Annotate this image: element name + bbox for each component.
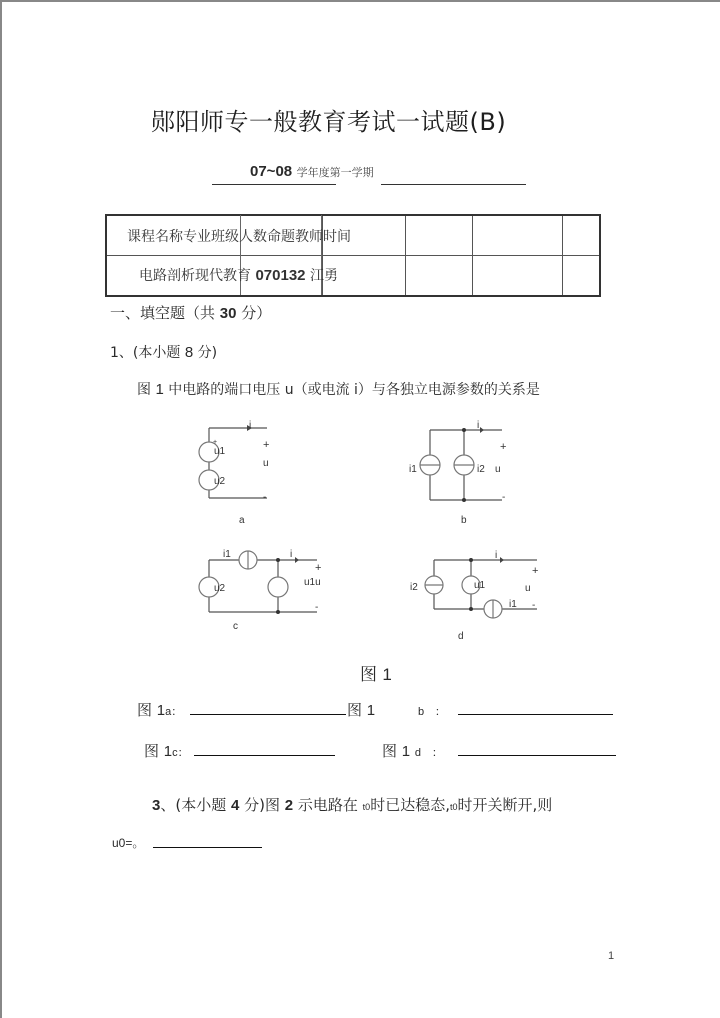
- u0-label: u0=。: [112, 836, 145, 850]
- question1-intro: [137, 379, 540, 399]
- junction-dot: [276, 610, 280, 614]
- class-number: 070132: [255, 267, 306, 284]
- ans-b-letter: b: [418, 706, 425, 718]
- answer-label-b: [347, 699, 375, 720]
- circuit-b: [402, 422, 522, 532]
- port-minus: -: [315, 602, 319, 613]
- junction-dot: [469, 607, 473, 611]
- question1-label: [110, 342, 217, 362]
- ans-b-colon: ：: [434, 706, 446, 718]
- label-i1: i1: [409, 464, 417, 475]
- circuit-label-a: a: [239, 515, 245, 526]
- circuit-label-c: c: [233, 621, 238, 632]
- label-i1: i1: [223, 549, 231, 560]
- q3-pre: 、(本小题: [160, 796, 227, 814]
- port-minus: -: [532, 600, 536, 611]
- q3-t0b: t0: [449, 802, 458, 812]
- ans-a-letter: a: [165, 706, 172, 718]
- label-i: i: [495, 550, 498, 561]
- ans-d-colon: ：: [431, 747, 443, 759]
- ans-d-letter: d: [414, 747, 422, 759]
- plus-mark: +: [213, 439, 218, 446]
- circuit-label-d: d: [458, 631, 464, 642]
- answer-label-a: [137, 699, 182, 720]
- exam-title: 郧阳师专一般教育考试一试题(B): [151, 108, 507, 136]
- ans-d-num: 1: [401, 743, 411, 760]
- ans-c-num: 1: [163, 743, 173, 760]
- q3-fig: 2: [284, 797, 294, 814]
- answer-label-c: [144, 740, 189, 761]
- current-arrow-icon: [295, 557, 299, 563]
- answer-blank-u0[interactable]: [153, 847, 262, 848]
- q3-score: 4: [230, 797, 240, 814]
- page-number: 1: [608, 950, 615, 962]
- table-cell: [563, 256, 601, 297]
- label-u2: u2: [214, 476, 226, 487]
- table-cell: [473, 215, 563, 256]
- port-plus: +: [315, 562, 322, 574]
- port-plus: +: [263, 439, 270, 451]
- ans-c-letter: c: [172, 747, 178, 759]
- section-heading-pre: 一、填空题（共: [110, 304, 216, 322]
- q3-t0a: t0: [362, 802, 371, 812]
- term-underline-right: [381, 184, 526, 185]
- q1-score: 8: [184, 344, 194, 361]
- q1-intro-num: 1: [155, 381, 164, 398]
- q3-text3: 时开关断开,则: [457, 796, 553, 814]
- term-label: [250, 163, 374, 180]
- label-u1: u1: [474, 580, 486, 591]
- junction-dot: [462, 428, 466, 432]
- question3-text: [152, 794, 552, 815]
- q3-mid: 分)图: [244, 796, 280, 814]
- port-plus: +: [532, 565, 539, 577]
- circuit-d: [402, 552, 552, 642]
- ans-a-pre: 图: [137, 701, 153, 719]
- table-cell: [406, 215, 473, 256]
- current-arrow-icon: [480, 427, 484, 433]
- label-i2: i2: [410, 582, 418, 593]
- ans-c-pre: 图: [144, 742, 160, 760]
- section-heading: [110, 302, 271, 323]
- circuit-d-wires: [434, 560, 537, 609]
- table-course-row: [139, 265, 338, 285]
- ans-d-pre: 图: [382, 742, 398, 760]
- port-u: u: [495, 464, 501, 475]
- label-u2: u2: [214, 583, 226, 594]
- port-plus: +: [500, 441, 507, 453]
- label-i1: i1: [509, 599, 517, 610]
- ans-a-colon: ：: [171, 706, 183, 718]
- answer-label-d: [382, 740, 443, 761]
- answer-label-b-letter: [418, 701, 446, 719]
- circuit-c-wires: [209, 560, 317, 612]
- label-u1u: u1u: [304, 577, 321, 588]
- label-i: i: [477, 420, 480, 431]
- term-year: 07~08: [250, 163, 293, 180]
- term-underline-left: [212, 184, 336, 185]
- ans-a-num: 1: [156, 702, 166, 719]
- circuit-c: [197, 547, 337, 632]
- circuit-a-wires: [209, 428, 270, 498]
- q3-num: 3: [152, 797, 161, 814]
- port-minus: -: [263, 492, 267, 503]
- circuit-a: [197, 422, 277, 532]
- table-cell: [406, 256, 473, 297]
- ans-b-pre: 图: [347, 701, 363, 719]
- figure-caption: [360, 660, 392, 685]
- caption-num: 1: [382, 665, 392, 684]
- table-header-text: 课程名称专业班级人数命题教师时间: [127, 229, 351, 245]
- section-score: 30: [219, 305, 237, 322]
- label-i: i: [249, 420, 252, 431]
- answer-blank-b[interactable]: [458, 714, 613, 715]
- port-minus: -: [502, 492, 506, 503]
- q3-text1: 示电路在: [297, 796, 358, 814]
- ans-b-num: 1: [366, 702, 376, 719]
- q3-text2: 时已达稳态,: [370, 796, 450, 814]
- label-u1: u1: [214, 446, 226, 457]
- term-text: 学年度第一学期: [296, 166, 374, 179]
- course-name: 电路剖析现代教育: [139, 268, 251, 284]
- label-i2: i2: [477, 464, 485, 475]
- current-arrow-icon: [500, 557, 504, 563]
- port-u: u: [263, 458, 269, 469]
- answer-blank-c[interactable]: [194, 755, 335, 756]
- port-u: u: [525, 583, 531, 594]
- q1-label-pre: 1、(本小题: [110, 345, 181, 361]
- ans-c-colon: ：: [177, 747, 189, 759]
- table-cell: [563, 215, 601, 256]
- answer-blank-a[interactable]: [190, 714, 346, 715]
- junction-dot: [276, 558, 280, 562]
- junction-dot: [462, 498, 466, 502]
- teacher-name: 江勇: [309, 268, 338, 284]
- section-heading-post: 分）: [241, 304, 272, 322]
- circuit-label-b: b: [461, 515, 467, 526]
- q1-label-post: 分): [197, 345, 218, 361]
- caption-pre: 图: [360, 665, 377, 685]
- answer-blank-d[interactable]: [458, 755, 616, 756]
- q1-intro-pre: 图: [137, 382, 151, 398]
- label-i: i: [290, 549, 293, 560]
- q1-intro-post: 中电路的端口电压 u（或电流 i）与各独立电源参数的关系是: [168, 382, 540, 398]
- junction-dot: [469, 558, 473, 562]
- table-cell: [473, 256, 563, 297]
- voltage-source-u1: [268, 577, 288, 597]
